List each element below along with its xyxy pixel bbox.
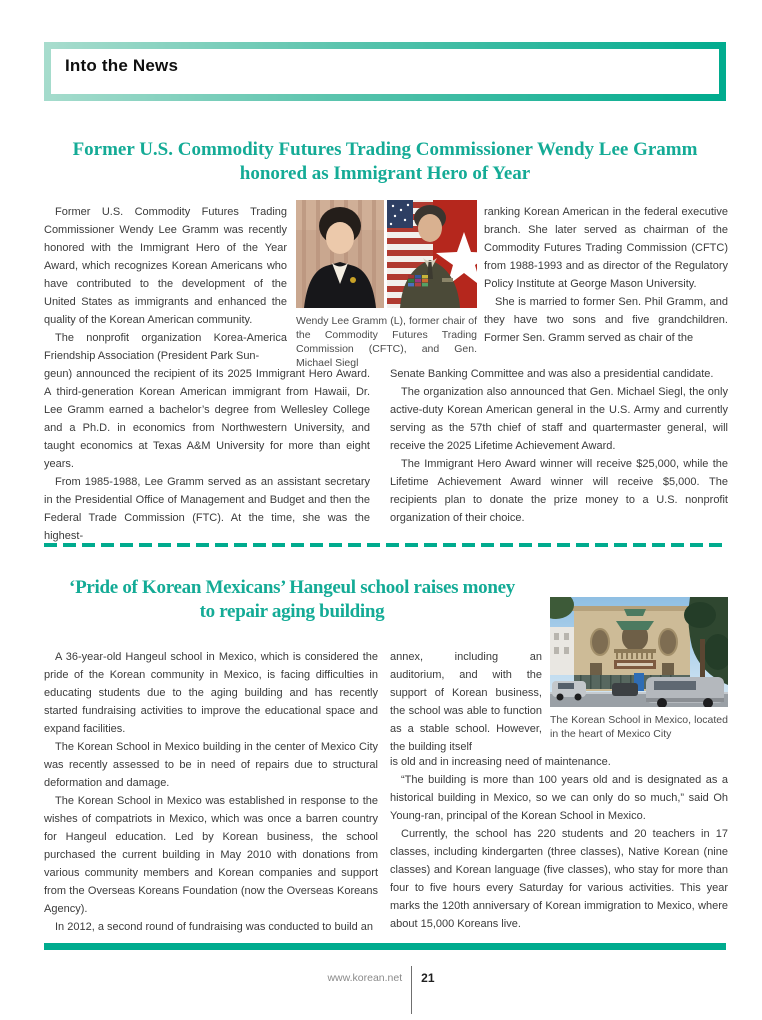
building-photo-illustration xyxy=(550,597,728,707)
paragraph: geun) announced the recipient of its 2025 Immigrant Hero Award. A third-generation Korean American immigrant from Hawaii, Dr. Lee Gramm earned a bachelor’s degree from Wellesley College and a Ph.D. in economics from Northwestern University, and taught economics at Texas A&M University for more than eight years. xyxy=(44,368,370,470)
article1-photo-caption: Wendy Lee Gramm (L), former chair of the Commodity Futures Trading Commission (CFTC), and Gen. Michael Siegl xyxy=(296,315,477,369)
article2-headline xyxy=(44,576,540,624)
footer xyxy=(0,966,762,1014)
paragraph: The nonprofit organization Korea-America Friendship Association (President Park Sun- xyxy=(44,332,287,362)
footer-url: www.korean.net xyxy=(327,972,403,984)
section-banner xyxy=(44,42,726,101)
paragraph: “The building is more than 100 years old and is designated as a historical building in Mexico, so we can only do so much,” said Oh Young-ran, principal of the Korean School in Mexico. xyxy=(390,774,728,822)
paragraph: annex, including an auditorium, and with the support of Korean business, the school was able to function as a stable school. However, the building itself xyxy=(390,651,542,753)
article1-column-right-top xyxy=(484,203,728,347)
paragraph: A 36-year-old Hangeul school in Mexico, which is considered the pride of the Korean community in Mexico, is facing difficulties in educating students due to the aging building and has recently started fundraising activities to improve the educational space and expand facilities. xyxy=(44,651,378,735)
paragraph: She is married to former Sen. Phil Gramm, and they have two sons and five grandchildren. Former Sen. Gramm served as chair of the xyxy=(484,296,728,344)
article1-headline xyxy=(44,138,726,186)
paragraph: Former U.S. Commodity Futures Trading Commissioner Wendy Lee Gramm was recently honored with the Immigrant Hero of the Year Award, which recognizes Korean Americans who have contributed to the development of the United States as immigrants and enhanced the quality of the Korean American community. xyxy=(44,206,287,326)
paragraph: Senate Banking Committee and was also a presidential candidate. xyxy=(390,368,714,380)
article1-headline-line2: honored as Immigrant Hero of Year xyxy=(239,163,531,184)
paragraph: The Immigrant Hero Award winner will receive $25,000, while the Lifetime Achievement Award winner will receive $5,000. The recipients plan to donate the prize money to a U.S. nonprofit organization of their choice. xyxy=(390,458,728,524)
article1-headline-line1: Former U.S. Commodity Futures Trading Commissioner Wendy Lee Gramm xyxy=(72,139,698,160)
footer-page-number: 21 xyxy=(421,971,435,985)
footer-divider-line xyxy=(411,966,412,1014)
article2-column-right-wide xyxy=(390,753,728,933)
footer-accent-bar xyxy=(44,943,726,950)
article2-headline-line2: to repair aging building xyxy=(199,601,385,622)
paragraph: The Korean School in Mexico was established in response to the wishes of compatriots in Mexico, which was once a barren country for Hangeul education. Led by Korean business, the school purchased the current building in May 2010 with donations from various community members and Korean companies and support from the Overseas Koreans Foundation (now the Overseas Koreans Agency). xyxy=(44,795,378,915)
paragraph: ranking Korean American in the federal executive branch. She later served as chairman of the Commodity Futures Trading Commission (CFTC) from 1988-1993 and as director of the Regulatory Policy Institute at George Mason University. xyxy=(484,206,728,290)
section-title: Into the News xyxy=(65,56,179,75)
paragraph: Currently, the school has 220 students and 20 teachers in 17 classes, including kindergarten (three classes), Native Korean (nine classes) and Korean language (five classes), who stay for more than four to five hours every Saturday for various activities. This year marks the 120th anniversary of Korean immigration to Mexico, where about 15,000 Koreans live. xyxy=(390,828,728,930)
article2-column-left xyxy=(44,648,378,936)
portrait-photo-illustration xyxy=(296,200,477,308)
article1-column-right-bottom xyxy=(390,365,728,527)
paragraph: From 1985-1988, Lee Gramm served as an assistant secretary in the Presidential Office of Management and Budget and then the Federal Trade Commission (FTC). At the time, she was the highest- xyxy=(44,476,370,542)
paragraph: The organization also announced that Gen. Michael Siegl, the only active-duty Korean American general in the U.S. Army and currently serving as the 57th chief of staff and quartermaster general, will receive the 2025 Lifetime Achievement Award. xyxy=(390,386,728,452)
paragraph: is old and in increasing need of maintenance. xyxy=(390,756,611,768)
paragraph: The Korean School in Mexico building in the center of Mexico City was recently assessed to be in need of repairs due to structural deformation and damage. xyxy=(44,741,378,789)
korean-school-mexico-photo xyxy=(550,597,728,707)
article2-column-right-narrow xyxy=(390,648,542,756)
article1-column-left-top xyxy=(44,203,287,365)
article2-headline-line1: ‘Pride of Korean Mexicans’ Hangeul school raises money xyxy=(69,577,515,598)
article2-photo-caption: The Korean School in Mexico, located in the heart of Mexico City xyxy=(550,714,728,740)
dashed-divider xyxy=(44,543,726,547)
article1-column-left-bottom xyxy=(44,365,370,545)
paragraph: In 2012, a second round of fundraising was conducted to build an xyxy=(55,921,374,933)
wendy-gramm-and-siegl-photo xyxy=(296,200,477,308)
